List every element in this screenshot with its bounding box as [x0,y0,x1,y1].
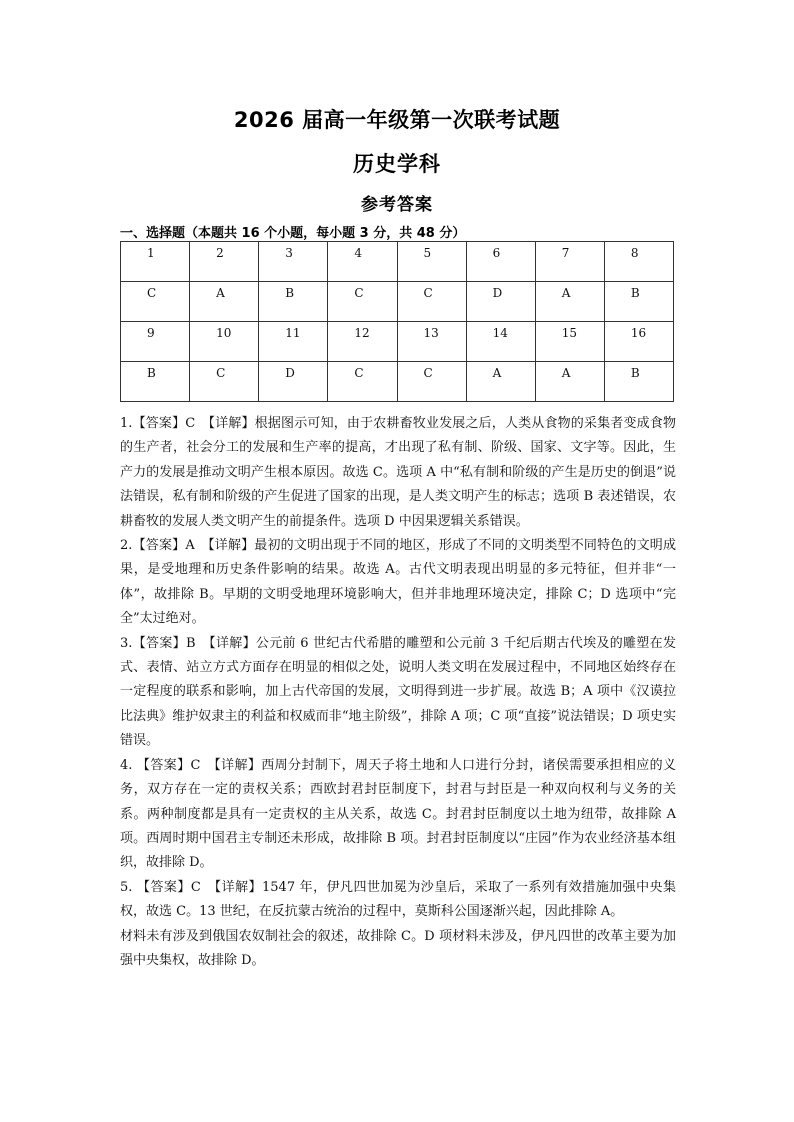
table-cell: 10 [190,322,259,362]
table-cell: 11 [259,322,328,362]
table-cell: 4 [328,242,397,282]
table-cell: 5 [397,242,466,282]
table-cell: 13 [397,322,466,362]
table-cell: 16 [604,322,673,362]
table-cell: 15 [535,322,604,362]
table-cell: B [604,282,673,322]
table-cell: C [397,362,466,402]
table-cell: 3 [259,242,328,282]
table-cell: 7 [535,242,604,282]
section-heading-multiple-choice: 一、选择题（本题共 16 个小题，每小题 3 分，共 48 分） [120,226,466,241]
table-cell: D [466,282,535,322]
table-cell: C [328,282,397,322]
table-cell: B [259,282,328,322]
explanation-q2: 2.【答案】A 【详解】最初的文明出现于不同的地区，形成了不同的文明类型不同特色的文明成果，是受地理和历史条件影响的结果。故选 A。古代文明表现出明显的多元特征，但并非“一体”，故排除 B。早期的文明受地理环境影响大，但并非地理环境决定，排除 C；D 选项中“完全”太过绝对。 [120,538,676,627]
table-cell: A [190,282,259,322]
answer-key-title: 参考答案 [361,195,433,215]
table-cell: 6 [466,242,535,282]
table-cell: 14 [466,322,535,362]
explanation-q3: 3.【答案】B 【详解】公元前 6 世纪古代希腊的雕塑和公元前 3 千纪后期古代埃及的雕塑在发式、表情、站立方式方面存在明显的相似之处，说明人类文明在发展过程中，不同地区始终存在一定程度的联系和影响，加上古代帝国的发展，文明得到进一步扩展。故选 B；A 项中《汉谟拉比法典》维护奴隶主的利益和权威而非“地主阶级”，排除 A 项；C 项“直接”说法错误；D 项史实错误。 [120,635,676,749]
table-cell: A [466,362,535,402]
answer-table [120,241,674,402]
table-cell: 12 [328,322,397,362]
table-cell: C [190,362,259,402]
table-cell: D [259,362,328,402]
table-cell: B [604,362,673,402]
table-cell: A [535,282,604,322]
table-cell: 1 [121,242,190,282]
explanation-q5: 5. 【答案】C 【详解】1547 年，伊凡四世加冕为沙皇后，采取了一系列有效措施加强中央集权，故选 C。13 世纪，在反抗蒙古统治的过程中，莫斯科公国逐渐兴起，因此排除 A。 [120,879,676,920]
table-cell: B [121,362,190,402]
explanation-q4: 4. 【答案】C 【详解】西周分封制下，周天子将土地和人口进行分封，诸侯需要承担相应的义务，双方存在一定的责权关系；西欧封君封臣制度下，封君与封臣是一种双向权利与义务的关系。两种制度都是具有一定责权的主从关系，故选 C。封君封臣制度以土地为纽带，故排除 A 项。西周时期中国君主专制还未形成，故排除 B 项。封君封臣制度以“庄园”作为农业经济基本组织，故排除 D。 [120,757,676,871]
table-cell: C [328,362,397,402]
subject-title: 历史学科 [353,152,441,176]
answer-explanations [120,412,676,973]
table-cell: 9 [121,322,190,362]
table-cell: 2 [190,242,259,282]
table-cell: A [535,362,604,402]
explanation-q5-continued: 材料未有涉及到俄国农奴制社会的叙述，故排除 C。D 项材料未涉及，伊凡四世的改革主要为加强中央集权，故排除 D。 [120,928,676,968]
table-cell: C [121,282,190,322]
table-row [121,242,674,282]
table-row [121,362,674,402]
table-row [121,322,674,362]
table-cell: 8 [604,242,673,282]
exam-title: 2026 届高一年级第一次联考试题 [233,108,561,132]
explanation-q1: 1.【答案】C 【详解】根据图示可知，由于农耕畜牧业发展之后，人类从食物的采集者变成食物的生产者，社会分工的发展和生产率的提高，才出现了私有制、阶级、国家、文字等。因此，生产力的发展是推动文明产生根本原因。故选 C。选项 A 中“私有制和阶级的产生是历史的倒退”说法错误，私有制和阶级的产生促进了国家的出现，是人类文明产生的标志；选项 B 表述错误，农耕畜牧的发展人类文明产生的前提条件。选项 D 中因果逻辑关系错误。 [120,416,676,529]
table-cell: C [397,282,466,322]
table-row [121,282,674,322]
